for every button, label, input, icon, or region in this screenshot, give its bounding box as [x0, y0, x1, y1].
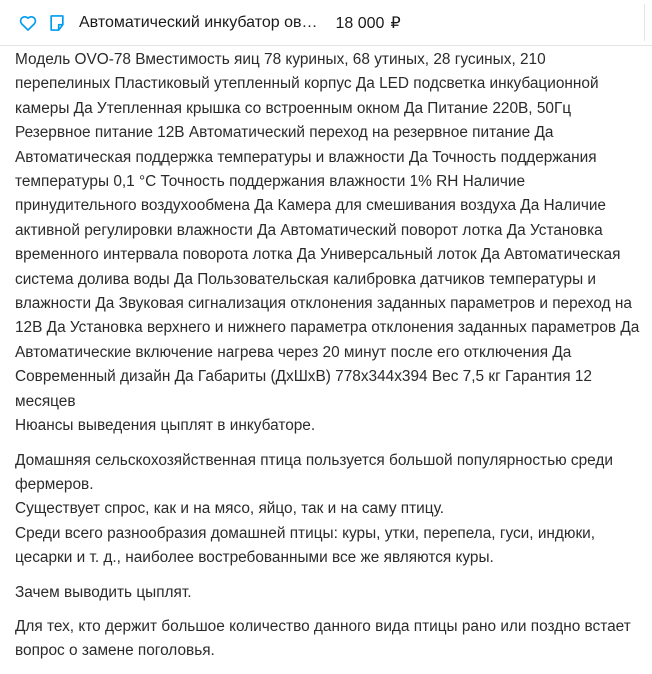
spec-paragraph: Модель OVO-78 Вместимость яиц 78 куриных, 68 утиных, 28 гусиных, 210 перепелиных Пластиковый утепленный корпус Да LED подсветка инкубационной камеры Да Утепленная крышка со встроенным окном Да Питание 220В, 50Гц Резервное питание 12В Автоматический переход на резервное питание Да Автоматическая поддержка температуры и влажности Да Точность поддержания температуры 0,1 °С Точность поддержания влажности 1% RH Наличие принудительного воздухообмена Да Камера для смешивания воздуха Да Наличие активной регулировки влажности Да Автоматический поворот лотка Да Установка временного интервала поворота лотка Да Универсальный лоток Да Автоматическая система долива воды Да Пользовательская калибровка датчиков температуры и влажности Да Звуковая сигнализация отклонения заданных параметров и переход на 12В Да Установка верхнего и нижнего параметра отклонения заданных параметров Да Автоматические включение нагрева через 20 минут после его отключения Да Современный дизайн Да Габариты (ДхШхВ) 778x344x394 Вес 7,5 кг Гарантия 12 месяцев	[15, 51, 640, 410]
description-paragraph: Существует спрос, как и на мясо, яйцо, так и на саму птицу.	[15, 500, 445, 518]
ruble-icon: ₽	[390, 14, 401, 32]
listing-header	[0, 0, 652, 46]
description-paragraph: Среди всего разнообразия домашней птицы: куры, утки, перепела, гуси, индюки, цесарки и т. д., наиболее востребованными все же являются куры.	[15, 524, 596, 567]
header-divider	[644, 4, 645, 41]
heart-icon[interactable]	[18, 13, 38, 33]
description-paragraph: Для тех, кто держит большое количество данного вида птицы рано или поздно встает вопрос о замене поголовья.	[15, 617, 631, 660]
description-paragraph: Нюансы выведения цыплят в инкубаторе.	[15, 417, 316, 435]
price-value: 18 000	[335, 14, 385, 32]
note-icon[interactable]	[47, 13, 67, 33]
description-paragraph: Домашняя сельскохозяйственная птица пользуется большой популярностью среди фермеров.	[15, 451, 613, 493]
description-text	[0, 46, 652, 664]
listing-price	[336, 13, 401, 33]
listing-title[interactable]: Автоматический инкубатор ов	[79, 13, 302, 31]
description-paragraph: Зачем выводить цыплят.	[15, 583, 192, 601]
title-ellipsis: …	[301, 13, 318, 31]
